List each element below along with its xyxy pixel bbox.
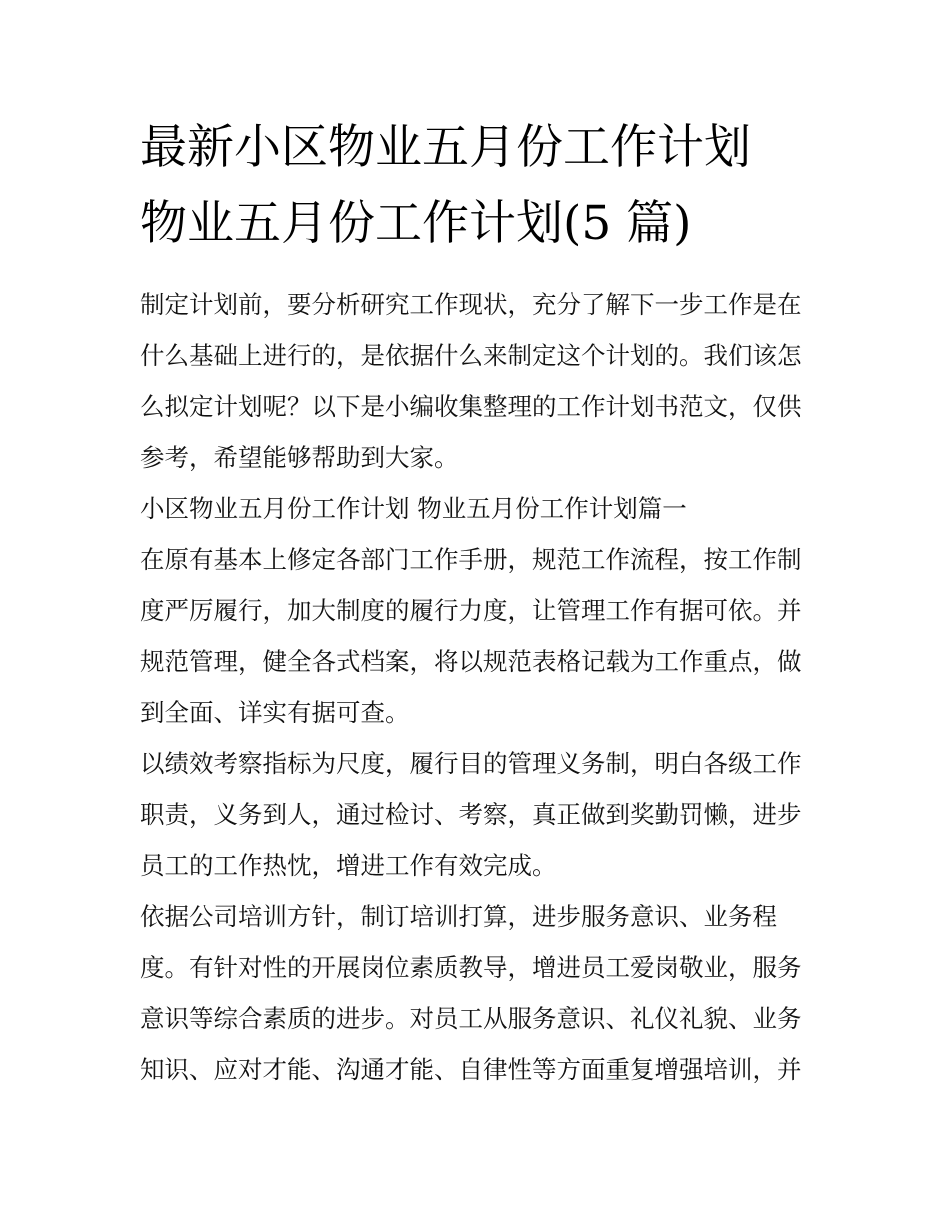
text-line: 依据公司培训方针，制订培训打算，进步服务意识、业务程: [140, 902, 777, 931]
text-line: 度严厉履行，加大制度的履行力度，让管理工作有据可依。并: [140, 596, 802, 625]
body-paragraph: [140, 738, 820, 891]
text-line: 在原有基本上修定各部门工作手册，规范工作流程，按工作制: [140, 545, 802, 574]
intro-paragraph: [140, 279, 820, 483]
section-heading: [140, 483, 820, 534]
text-line: 规范管理，健全各式档案，将以规范表格记载为工作重点，做: [140, 647, 802, 676]
document-body: [140, 279, 820, 1095]
text-line: 么拟定计划呢？以下是小编收集整理的工作计划书范文，仅供: [140, 392, 802, 421]
text-line: 参考，希望能够帮助到大家。: [140, 443, 459, 472]
title-line-2: 物业五月份工作计划(5 篇): [140, 196, 692, 251]
text-line: 员工的工作热忱，增进工作有效完成。: [140, 851, 557, 880]
text-line: 什么基础上进行的，是依据什么来制定这个计划的。我们该怎: [140, 341, 802, 370]
text-line: 度。有针对性的开展岗位素质教导，增进员工爱岗敬业，服务: [140, 953, 802, 982]
text-line: 以绩效考察指标为尺度，履行目的管理义务制，明白各级工作: [140, 749, 802, 778]
text-line: 小区物业五月份工作计划 物业五月份工作计划篇一: [140, 494, 687, 523]
text-line: 意识等综合素质的进步。对员工从服务意识、礼仪礼貌、业务: [140, 1004, 802, 1033]
text-line: 职责，义务到人，通过检讨、考察，真正做到奖勤罚懒，进步: [140, 800, 802, 829]
body-paragraph: [140, 534, 820, 738]
document-title: [140, 110, 840, 262]
body-paragraph: [140, 891, 820, 1095]
text-line: 到全面、详实有据可查。: [140, 698, 410, 727]
title-line-1: 最新小区物业五月份工作计划: [140, 120, 751, 175]
text-line: 制定计划前，要分析研究工作现状，充分了解下一步工作是在: [140, 290, 802, 319]
text-line: 知识、应对才能、沟通才能、自律性等方面重复增强培训，并: [140, 1055, 802, 1084]
